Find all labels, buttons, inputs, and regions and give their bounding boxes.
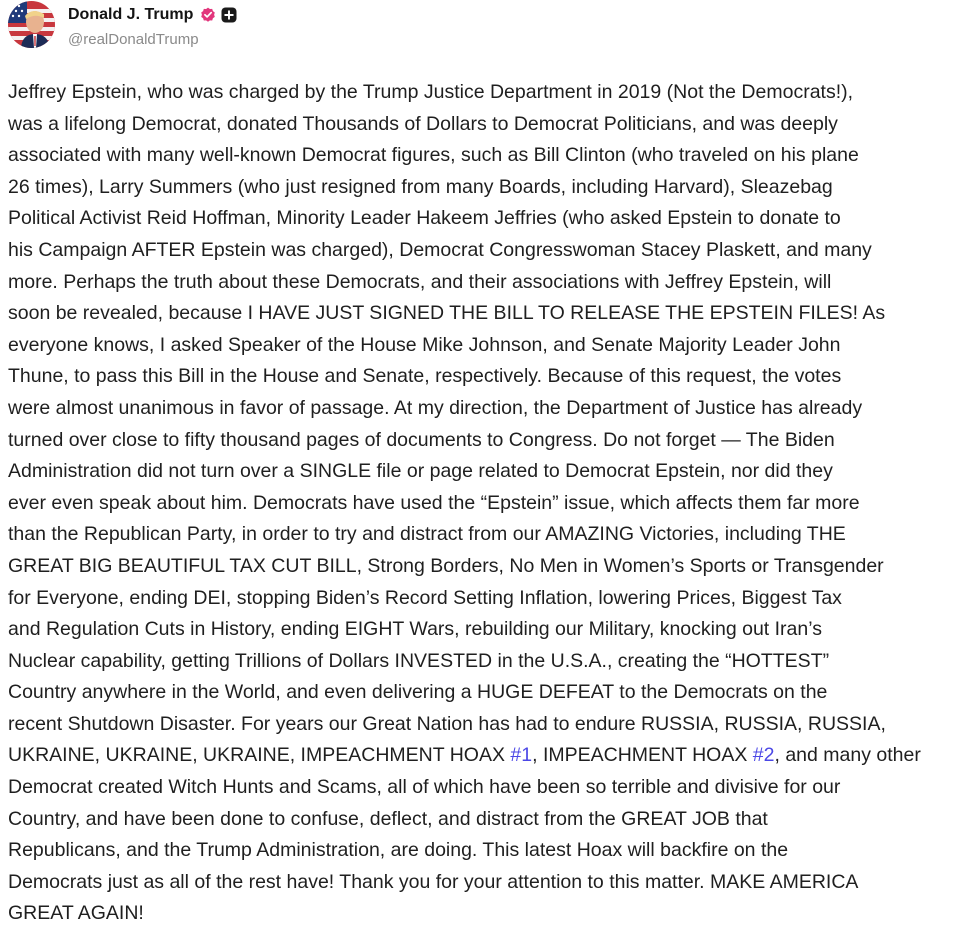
post-text-line xyxy=(8,772,964,804)
post-text-line xyxy=(8,677,964,709)
post-text-segment: Country anywhere in the World, and even delivering a HUGE DEFEAT to the Democrats on the xyxy=(8,681,828,704)
post-text-segment: ever even speak about him. Democrats have used the “Epstein” issue, which affects them far more xyxy=(8,491,860,514)
post-text-segment: Republicans, and the Trump Administration, are doing. This latest Hoax will backfire on the xyxy=(8,839,789,862)
post-text-segment: GREAT BIG BEAUTIFUL TAX CUT BILL, Strong Borders, No Men in Women’s Sports or Transgender xyxy=(8,554,884,577)
post-text-segment: Democrats just as all of the rest have! Thank you for your attention to this matter. MAKE AMERICA xyxy=(8,870,859,893)
post-text-line xyxy=(8,203,964,235)
post-text-line xyxy=(8,551,964,583)
post-text-segment: was a lifelong Democrat, donated Thousands of Dollars to Democrat Politicians, and was deeply xyxy=(8,112,838,135)
post-text-segment: Country, and have been done to confuse, deflect, and distract from the GREAT JOB that xyxy=(8,807,768,830)
post-text-line xyxy=(8,298,964,330)
post-text-line xyxy=(8,614,964,646)
post-text-segment: Democrat created Witch Hunts and Scams, all of which have been so terrible and divisive for our xyxy=(8,776,841,799)
post-text-segment: for Everyone, ending DEI, stopping Biden’s Record Setting Inflation, lowering Prices, Biggest Tax xyxy=(8,586,842,609)
post-text-line xyxy=(8,393,964,425)
post-text-segment: more. Perhaps the truth about these Democrats, and their associations with Jeffrey Epstein, will xyxy=(8,270,832,293)
hashtag-link[interactable]: #2 xyxy=(752,744,775,767)
name-row xyxy=(68,5,237,25)
post-text-line xyxy=(8,172,964,204)
post-text-line xyxy=(8,77,964,109)
post-text-segment: UKRAINE, UKRAINE, UKRAINE, IMPEACHMENT HOAX xyxy=(8,744,511,767)
author-handle[interactable]: @realDonaldTrump xyxy=(68,31,199,48)
post-text-line xyxy=(8,488,964,520)
post-text-segment: everyone knows, I asked Speaker of the House Mike Johnson, and Senate Majority Leader John xyxy=(8,333,841,356)
post-text-segment: soon be revealed, because I HAVE JUST SIGNED THE BILL TO RELEASE THE EPSTEIN FILES! As xyxy=(8,302,886,325)
post-text-segment: Thune, to pass this Bill in the House and Senate, respectively. Because of this request, the votes xyxy=(8,365,842,388)
post-text-line xyxy=(8,361,964,393)
post-text-line xyxy=(8,646,964,678)
hashtag-link[interactable]: #1 xyxy=(510,744,533,767)
post-text-line xyxy=(8,235,964,267)
post-text-segment: Nuclear capability, getting Trillions of Dollars INVESTED in the U.S.A., creating the “HOTTEST” xyxy=(8,649,830,672)
post-text-segment: , IMPEACHMENT HOAX xyxy=(532,744,753,767)
post-text-line xyxy=(8,804,964,836)
post-text-segment: Jeffrey Epstein, who was charged by the Trump Justice Department in 2019 (Not the Democrats!), xyxy=(8,81,854,103)
post-text-segment: Political Activist Reid Hoffman, Minority Leader Hakeem Jeffries (who asked Epstein to donate to xyxy=(8,207,841,230)
avatar[interactable] xyxy=(8,1,55,48)
post-header xyxy=(8,1,237,51)
post-text-line xyxy=(8,583,964,615)
post-text-line xyxy=(8,425,964,457)
author-identity xyxy=(68,1,237,48)
flag-portrait-avatar-icon xyxy=(8,1,55,48)
post-text-line xyxy=(8,456,964,488)
post-text-line xyxy=(8,835,964,867)
post-text-segment: 26 times), Larry Summers (who just resigned from many Boards, including Harvard), Sleazebag xyxy=(8,175,833,198)
post-text-line xyxy=(8,898,964,930)
plus-badge-icon xyxy=(221,7,237,23)
post-text-line xyxy=(8,740,964,772)
post-text-segment: Administration did not turn over a SINGLE file or page related to Democrat Epstein, nor did they xyxy=(8,460,833,483)
post-text-line xyxy=(8,267,964,299)
post-text-line xyxy=(8,519,964,551)
verified-badge-icon xyxy=(200,7,216,23)
post-text-segment: were almost unanimous in favor of passage. At my direction, the Department of Justice has already xyxy=(8,396,863,419)
post-text xyxy=(8,77,964,930)
post-text-segment: turned over close to fifty thousand pages of documents to Congress. Do not forget — The Biden xyxy=(8,428,835,451)
post-text-segment: GREAT AGAIN! xyxy=(8,902,144,925)
post-text-line xyxy=(8,330,964,362)
post-text-segment: his Campaign AFTER Epstein was charged), Democrat Congresswoman Stacey Plaskett, and many xyxy=(8,238,872,261)
post-text-segment: , and many other xyxy=(774,744,921,767)
post-text-line xyxy=(8,709,964,741)
author-display-name[interactable]: Donald J. Trump xyxy=(68,6,194,23)
post-text-line xyxy=(8,109,964,141)
post-text-segment: recent Shutdown Disaster. For years our Great Nation has had to endure RUSSIA, RUSSIA, RUSSIA, xyxy=(8,712,886,735)
post-text-line xyxy=(8,867,964,899)
post-text-segment: than the Republican Party, in order to try and distract from our AMAZING Victories, including THE xyxy=(8,523,846,546)
post-text-segment: associated with many well-known Democrat figures, such as Bill Clinton (who traveled on his plane xyxy=(8,144,859,167)
post-text-segment: and Regulation Cuts in History, ending EIGHT Wars, rebuilding our Military, knocking out Iran’s xyxy=(8,618,822,641)
post-text-line xyxy=(8,140,964,172)
